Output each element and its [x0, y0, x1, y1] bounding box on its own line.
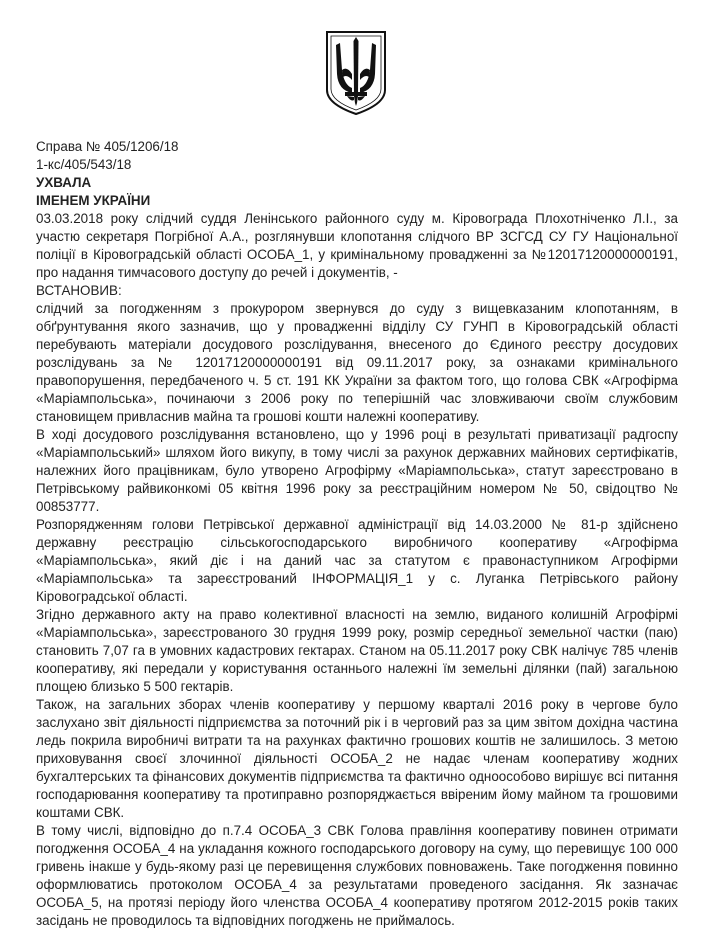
in-the-name-heading: ІМЕНЕМ УКРАЇНИ [36, 193, 151, 208]
trident-coat-of-arms-icon [325, 30, 387, 116]
document-body [36, 210, 678, 930]
intro-paragraph: 03.03.2018 року слідчий суддя Ленінського районного суду м. Кіровограда Плохотніченко Л.І., за участю секретаря Погрібної А.А., розглянувши клопотання слідчого ВР ЗСГСД СУ ГУ Національної поліції в Кіровоградській області ОСОБА_1, у кримінальному провадженні за №12017120000000191, про надання тимчасового доступу до речей і документів, - [36, 211, 678, 280]
body-paragraph: В ході досудового розслідування встановлено, що у 1996 році в результаті приватизації радгоспу «Маріампольський» шляхом його викупу, в тому числі за рахунок державних майнових сертифікатів, належних його працівникам, було утворено Агрофірму «Маріампольська», статут зареєстровано в Петрівському райвиконкомі 05 квітня 1996 року за реєстраційним номером № 50, свідоцтво № 00853777. [36, 427, 678, 514]
body-paragraph: В тому числі, відповідно до п.7.4 ОСОБА_3 СВК Голова правління кооперативу повинен отримати погодження ОСОБА_4 на укладання кожного господарського договору на суму, що перевищує 100 000 гривень інакше у будь-якому разі це перевищення службових повноважень. Таке погодження повинно оформлюватись протоколом ОСОБА_4 за результатами проведеного засідання. Як зазначає ОСОБА_5, на протязі періоду його членства ОСОБА_4 кооперативу протягом 2012-2015 років таких засідань не проводилось та відповідних погоджень не приймалось. [36, 823, 678, 928]
established-heading: ВСТАНОВИВ: [36, 283, 122, 298]
body-paragraph: Також, на загальних зборах членів кооперативу у першому кварталі 2016 року в чергове було заслухано звіт діяльності підприємства за поточний рік і в черговий раз за цим звітом дохідна частина ледь покрила виробничі витрати та на рахунках фактично грошових коштів не залишилось. З метою приховування своєї злочинної діяльності ОСОБА_2 не надає членам кооперативу жодних бухгалтерських та фінансових документів підприємства та фактично одноособово вирішує всі питання господарювання кооперативу та протиправно розпоряджається ввіреним йому майном та грошовими коштами СВК. [36, 697, 678, 820]
body-paragraph: Розпорядженням голови Петрівської державної адміністрації від 14.03.2000 № 81-р здійснено державну реєстрацію сільськогосподарського виробничого кооперативу «Агрофірма «Маріампольська», який діє і на даний час за статутом є правонаступником Агрофірми «Маріампольська» та зареєстрований ІНФОРМАЦІЯ_1 у с. Луганка Петрівського району Кіровоградської області. [36, 517, 678, 604]
document-type-heading: УХВАЛА [36, 175, 92, 190]
proceeding-number: 1-кс/405/543/18 [36, 157, 132, 172]
case-number: Справа № 405/1206/18 [36, 139, 179, 154]
body-paragraph: Згідно державного акту на право колективної власності на землю, виданого колишній Агрофірмі «Маріампольська», зареєстрованого 30 грудня 1999 року, розмір середньої земельної частки (паю) становить 7,07 га в умовних кадастрових гектарах. Станом на 05.11.2017 року СВК налічує 785 членів кооперативу, які передали у користування останнього належні їм земельні ділянки (пай) загальною площею близько 5 500 гектарів. [36, 607, 678, 694]
case-header [36, 138, 678, 210]
body-paragraph: слідчий за погодженням з прокурором звернувся до суду з вищевказаним клопотанням, в обґрунтування якого зазначив, що у провадженні відділу СУ ГУНП в Кіровоградській області перебувають матеріали досудового розслідування, внесеного до Єдиного реєстру досудових розслідувань за № 12017120000000191 від 09.11.2017 року, за ознаками кримінального правопорушення, передбаченого ч. 5 ст. 191 КК України за фактом того, що голова СВК «Агрофірма «Маріампольська», починаючи з 2006 року по теперішній час зловживаючи своїм службовим становищем привласнив майна та грошові кошти належні кооперативу. [36, 301, 678, 424]
